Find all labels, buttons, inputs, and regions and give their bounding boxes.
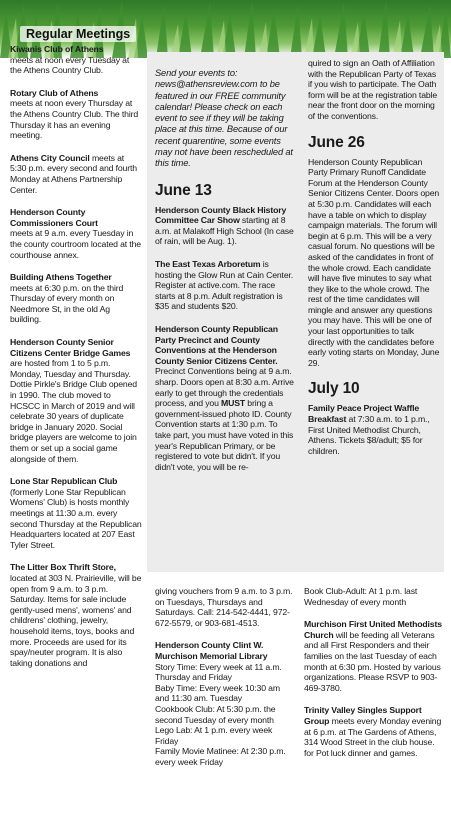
listing-lone-star — [10, 476, 142, 550]
date-heading-july-10: July 10 — [308, 380, 360, 398]
event-name: The East Texas Arboretum — [155, 259, 261, 270]
date-heading-june-13: June 13 — [155, 181, 212, 199]
submission-callout — [155, 68, 294, 170]
column-2 — [155, 68, 294, 484]
listing-commissioners — [10, 207, 142, 260]
library-schedule — [155, 662, 294, 768]
column-4 — [155, 586, 294, 768]
listing-name: Henderson County Senior Citizens Center Bridge Games — [10, 337, 131, 358]
listing-name: Rotary Club of Athens — [10, 87, 99, 98]
event-conventions-continued: quired to sign an Oath of Affiliation with the Republican Party of Texas if you wish to participate. The Oath form will be at the registration table near the front door on the morning of the conventions. — [308, 58, 438, 121]
listing-name: Murchison First United Methodists Church — [304, 619, 442, 640]
listing-text: meets every Monday evening at 6 p.m. at The Gardens of Athens, 314 Wood Street in the club house. for Pot luck dinner and games. — [304, 715, 442, 758]
event-name: Henderson County Black History Committee Car Show — [155, 204, 287, 226]
listing-building-athens — [10, 272, 142, 325]
listing-name: Kiwanis Club of Athens — [10, 44, 104, 54]
listing-kiwanis — [10, 44, 142, 76]
listing-text: are hosted from 1 to 5 p.m. Monday, Tuesday and Thursday. Dottie Pirkle's Bridge Club opened in 1990. The club moved to HCSCC in March of 2019 and will celebrate 30 years of duplicate bridge in January 2020. Social bridge players are welcome to join them or set up a social game alongside of them. — [10, 358, 137, 464]
listing-name: Henderson County Clint W. Murchison Memorial Library — [155, 640, 268, 661]
column-1 — [10, 44, 142, 680]
listing-name: Lone Star Republican Club — [10, 476, 118, 487]
listing-litter-box-continued: giving vouchers from 9 a.m. to 3 p.m. on Tuesdays, Thursdays and Saturdays. Call: 214-542-4441, 972-672-5579, or 903-681-4513. — [155, 586, 293, 628]
listing-litter-box — [10, 562, 142, 668]
listing-text: meets at noon every Thursday at the Athens Country Club. The third Thursday it has an evening meeting. — [10, 98, 139, 141]
listing-text: meets at 9 a.m. every Tuesday in the county courtroom located at the courthouse annex. — [10, 228, 141, 260]
listing-name: Athens City Council — [10, 152, 90, 163]
event-conventions — [155, 324, 294, 472]
listing-name: Henderson County Commissioners Court — [10, 207, 98, 228]
schedule-line: Family Movie Matinee: At 2:30 p.m. every week Friday — [155, 746, 286, 767]
listing-murchison-church — [304, 619, 442, 693]
schedule-line: Baby Time: Every week 10:30 am and 11:30 am. Tuesday — [155, 682, 280, 704]
event-emphasis: MUST — [221, 398, 246, 409]
column-3 — [308, 58, 440, 468]
schedule-line: Lego Lab: At 1 p.m. every week Friday — [155, 725, 273, 746]
listing-singles-group — [304, 705, 442, 758]
schedule-line: Story Time: Every week at 11 a.m. Thursday and Friday — [155, 661, 282, 683]
listing-city-council — [10, 153, 142, 195]
event-arboretum — [155, 259, 294, 312]
listing-name: Building Athens Together — [10, 272, 112, 283]
event-text: is hosting the Glow Run at Cain Center. Register at active.com. The race starts at 8 p.m. Adult registration is $35 and students $20. — [155, 259, 294, 312]
event-candidate-forum: Henderson County Republican Party Primary Runoff Candidate Forum at the Henderson County Senior Citizens Center. Doors open at 5:30 p.m. Candidates will each have a table on which to display campaign materials. The forum will begin at 6 p.m. This will be a very casual forum. No questions will be asked of the candidates in front of the whole crowd. Each candidate will have five minutes to say what they like to the whole crowd. The rest of the time candidates will mingle and answer any questions you may have. This will be one of your last opportunities to talk directly with the candidates before early voting starts on Monday, June 29. — [308, 156, 440, 368]
event-text: Precinct Conventions being at 9 a.m. sharp. Doors open at 8:30 a.m. Arrive early to get through the credentials process, and you — [155, 366, 294, 409]
listing-book-club: Book Club-Adult: At 1 p.m. last Wednesday of every month — [304, 586, 418, 607]
listing-text: meets at 6:30 p.m. on the third Thursday of every month on Needmore St, in the old Ag building. — [10, 282, 124, 325]
event-text: at 7:30 a.m. to 1 p.m., First United Methodist Church, Athens. Tickets $8/adult; $5 for children. — [308, 414, 430, 456]
listing-text: meets at 5:30 p.m. every second and fourth Monday at Athens Partnership Center. — [10, 152, 137, 195]
listing-rotary — [10, 88, 142, 141]
event-name: Henderson County Republican Party Precinct and County Conventions at the Henderson County Senior Citizens Center. — [155, 324, 278, 366]
event-name: Family Peace Project Waffle Breakfast — [308, 403, 420, 425]
date-heading-june-26: June 26 — [308, 133, 365, 151]
listing-text: meets at noon every Tuesday at the Athens Country Club. — [10, 54, 130, 76]
listing-text: located at 303 N. Prairieville, will be open from 9 a.m. to 3 p.m. Saturday. Items for sale include gently-used mens', womens' and childrens' clothing, jewelry, household items, toys, books and more. Proceeds are used for its spay/neuter program. It is also taking donations and — [10, 572, 142, 668]
event-car-show — [155, 205, 294, 247]
schedule-line: Cookbook Club: At 5:30 p.m. the second Tuesday of every month — [155, 703, 276, 725]
column-5 — [304, 586, 442, 770]
listing-text: will be feeding all Veterans and all First Responders and their families on the last Tuesday of each month at 6:30 pm. Hosted by various organizations. Please RSVP to 903-469-3780. — [304, 629, 441, 693]
event-waffle-breakfast — [308, 403, 440, 456]
section-title: Regular Meetings — [20, 26, 136, 42]
listing-bridge — [10, 337, 142, 464]
event-text: starting at 8 a.m. at Malakoff High School (In case of rain, will be Aug. 1). — [155, 215, 294, 247]
listing-name: The Litter Box Thrift Store, — [10, 562, 116, 573]
listing-library — [155, 640, 294, 661]
event-text: bring a government-issued photo ID. County Convention starts at 1:30 p.m. To take part, you must have voted in this year's Republican Primary, or be registered to vote but didn't. If you didn't vote, you will be re- — [155, 398, 294, 472]
listing-text: (formerly Lone Star Republican Womens' Club) is hosts monthly meetings at 11:30 a.m. every second Thursday at the Republican Headquarters located at 207 East Tyler Street. — [10, 486, 142, 550]
listing-name: Trinity Valley Singles Support Group — [304, 705, 422, 726]
callout-text: Send your events to: news@athensreview.com to be featured in our FREE community calendar! Please check on each event to see if they will be taking place at this time. Because of our recent quarentine, some events may not have been rescheduled at this time. — [155, 68, 293, 169]
